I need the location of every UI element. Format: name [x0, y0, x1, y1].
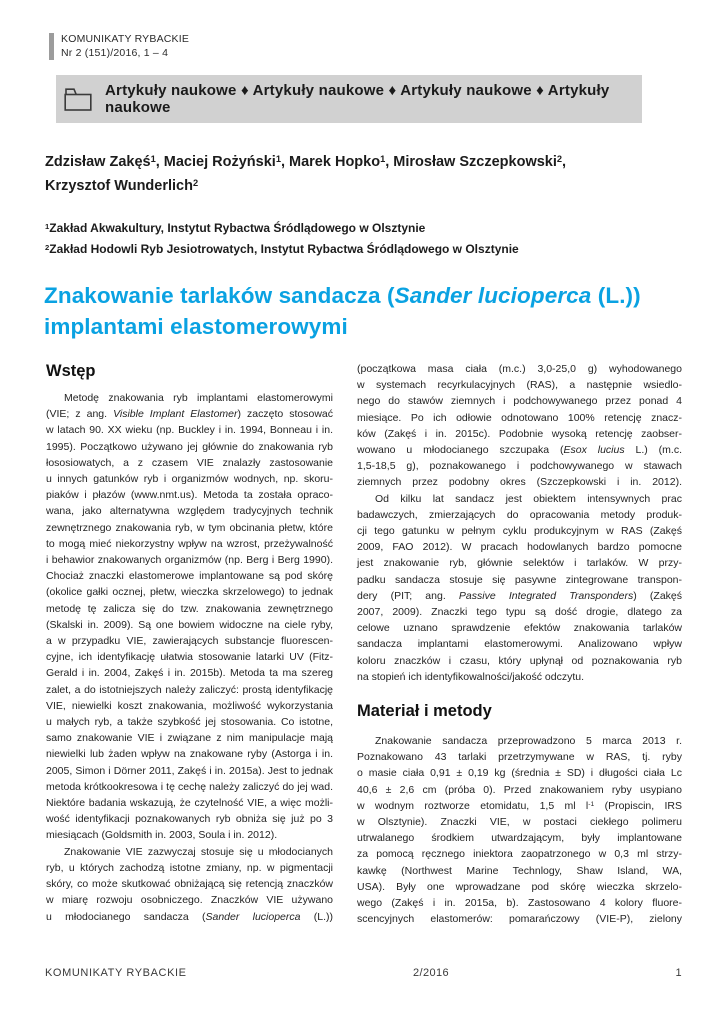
affiliations-block [45, 218, 519, 260]
paragraph-intro-2: Znakowanie VIE zazwyczaj stosuje się u młodocianych ryb, u których zachodzą istotne zmiany, np. w pigmentacji skóry, co może skutkować obniżającą się retencją znaczków w miarę rozwoju osobniczego. Znaczków VIE używano u młodocianego sandacza (Sander lucioperca (L.)) [46, 845, 334, 923]
masthead-accent-bar [49, 33, 54, 60]
article-body [46, 361, 682, 928]
section-heading-wstep: Wstęp [46, 362, 96, 380]
left-column [46, 361, 333, 928]
section-banner [56, 75, 642, 123]
authors-block [45, 150, 566, 198]
masthead-text [61, 33, 189, 60]
masthead [49, 33, 189, 60]
folder-icon [64, 85, 92, 113]
section-heading-material-i-metody: Materiał i metody [357, 702, 492, 721]
paragraph-methods-1: Znakowanie sandacza przeprowadzono 5 marca 2013 r. Poznakowano 43 tarlaki przetrzymywane w RAS, tj. ryby o masie ciała 0,91 ± 0,19 kg (średnia ± SD) i długości ciała Lc 40,6 ± 2,6 cm (próba 0). Przed znakowaniem ryby usypiano w wodnym roztworze etomidatu, 1,5 ml $l^{-1}$ (Propiscin, IRS w Olsztynie). Znaczki VIE, w postaci ciekłego polimeru utrwalanego środkiem utwardzającym, były implantowane za pomocą ręcznego iniektora zaopatrzonego w 0,3 ml strzy- kawkę (Northwest Marine Technlogy, Shaw Island, WA, USA). Były one wprowadzane pod skórę wieczka skrzelo- wego (Zakęś i in. 2015a, b). Zastosowano 4 kolory fluore- scencyjnych elastomerów: pomarańczowy (VIE-P), zielony [357, 735, 683, 926]
right-column [357, 361, 682, 928]
affiliation-1: $^1$Zakład Akwakultury, Instytut Rybactwa Śródlądowego w Olsztynie [45, 221, 426, 235]
journal-name: KOMUNIKATY RYBACKIE [61, 33, 190, 45]
paragraph-intro-1: Metodę znakowania ryb implantami elastomerowymi (VIE; z ang. Visible Implant Elastomer) zaczęto stosować w latach 90. XX wieku (np. Buckley i in. 1994, Bonneau i in. 1995). Początkowo używano jej głównie do znakowania ryb łososiowatych, a z czasem VIE znalazły zastosowanie u innych gatunków ryb i organizmów wodnych, np. skoru- piaków i płazów (www.nmt.us). Metoda ta została opraco- wana, jako alternatywna względem tradycyjnych technik zewnętrznego znakowania ryb, w tym obcinania płetw, które to mogą mieć niekorzystny wpływ na wzrost, przeżywalność i behawior znakowanych organizmów (np. Berg i Berg 1990). Chociaż znaczki elastomerowe implantowane są pod skórę (okolice gałki ocznej, płetw, wieczka skrzelowego) to jednak metodę tę zalicza się do tzw. znakowania zewnętrznego (Skalski in. 2009). Są one bowiem widoczne na ciele ryby, a w przypadku VIE, zawierających substancje fluorescen- cyjne, ich identyfikację ułatwia stosowanie latarki UV (Fitz- Gerald i in. 2004, Zakęś i in. 2015b). Metoda ta ma szereg zalet, a do istotniejszych należy zaliczyć: prostą identyfikację VIE, niewielki koszt znakowania, możliwość wykorzystania u małych ryb, a także szybkość jej stosowania. Co istotne, samo znakowanie VIE i związane z nim manipulacje mają niewielki lub żaden wpływ na znakowane ryby (Astorga i in. 2005, Simon i Dörner 2011, Zakęś i in. 2015a). Jest to jednak metoda krótkookresowa i tę cechę należy zaliczyć do jej wad. Niektóre badania wskazują, że czytelność VIE, a więc możli- wość identyfikacji poznakowanych ryb obniża się już po 3 miesiącach (Goldsmith in. 2003, Soula i in. 2012). [46, 392, 334, 842]
article-title [44, 280, 641, 342]
authors-line-1: Zdzisław Zakęś$^1$, Maciej Rożyński$^1$, Marek Hopko$^1$, Mirosław Szczepkowski$^2$, [45, 153, 567, 170]
affiliation-2: $^2$Zakład Hodowli Ryb Jesiotrowatych, Instytut Rybactwa Śródlądowego w Olsztynie [45, 242, 519, 256]
paragraph-intro-3: Od kilku lat sandacz jest obiektem intensywnych prac badawczych, zmierzających do opracowania metody produk- cji tego gatunku w pełnym cyklu produkcyjnym w RAS (Zakęś 2009, FAO 2012). W pracach hodowlanych bardzo pomocne jest znakowanie ryb, głównie selektów i tarlaków. W przy- padku sandacza stosuje się pasywne zintegrowane transpon- dery (PIT; ang. Passive Integrated Transponders) (Zakęś 2007, 2009). Znaczki tego typu są dość drogie, dlatego za celowe uznano sprawdzenie efektów znakowania tarlaków sandacza implantami elastomerowymi. Analizowano wpływ koloru znaczków i czasu, który upłynął od poznakowania ryb na stopień ich identyfikowalności/jakość odczytu. [357, 492, 683, 683]
banner-label: Artykuły naukowe ♦ Artykuły naukowe ♦ Artykuły naukowe ♦ Artykuły naukowe [105, 82, 610, 116]
page-footer [45, 967, 682, 979]
issue-info: Nr 2 (151)/2016, 1 – 4 [61, 46, 169, 59]
footer-journal-name: KOMUNIKATY RYBACKIE [45, 967, 187, 979]
authors-line-2: Krzysztof Wunderlich$^2$ [45, 177, 199, 194]
footer-page-number: 1 [675, 967, 682, 979]
paragraph-intro-2-continued: (początkowa masa ciała (m.c.) 3,0-25,0 g) wyhodowanego w systemach recyrkulacyjnych (RAS), a następnie wsiedlo- nego do stawów ziemnych i podchowywanego przez ponad 4 miesiące. Po ich odłowie odnotowano 100% retencję znacz- ków (Zakęś i in. 2015c). Podobnie wysoką retencję zaobser- wowano u młodocianego szczupaka (Esox lucius L.) (m.c. 1,5-18,5 g), poznakowanego i podchowywanego w stawach ziemnych przez podobny okres (Szczepkowski i in. 2012). [357, 363, 682, 489]
article-title-line-2: implantami elastomerowymi [44, 314, 348, 339]
article-title-line-1: Znakowanie tarlaków sandacza (Sander lucioperca (L.)) [44, 283, 641, 308]
footer-issue: 2/2016 [413, 967, 450, 979]
